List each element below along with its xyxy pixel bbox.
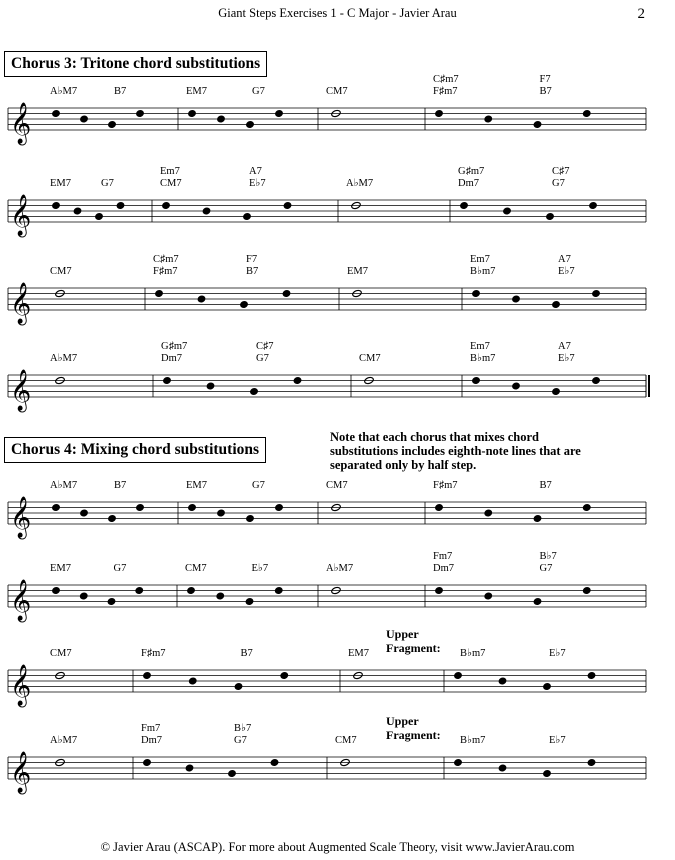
staff-system [8, 341, 649, 412]
chord-symbol: E♭7 [549, 735, 566, 746]
chord-symbol: CM7 [326, 86, 348, 97]
treble-clef-icon: 𝄞 [10, 195, 32, 236]
note-head [163, 377, 171, 385]
note-head [589, 202, 597, 210]
note-head [155, 290, 163, 298]
note-head [80, 592, 88, 600]
chord-symbol: E♭7 [558, 266, 575, 277]
note-head [435, 504, 443, 512]
treble-clef-icon: 𝄞 [10, 103, 32, 144]
chord-symbol: A7 [558, 341, 571, 352]
note-head [533, 121, 541, 129]
chord-symbol: F♯m7 [153, 266, 178, 277]
copyright-footer: © Javier Arau (ASCAP). For more about Augmented Scale Theory, visit www.JavierArau.com [100, 840, 575, 854]
chord-symbol: EM7 [186, 86, 207, 97]
chord-symbol: EM7 [347, 266, 368, 277]
chord-symbol: A♭M7 [50, 353, 78, 364]
note-head [454, 759, 462, 767]
note-head [188, 504, 196, 512]
note-head [503, 207, 511, 215]
chord-symbol: C♯7 [256, 341, 274, 352]
note-head [275, 587, 283, 595]
chord-symbol: B♭m7 [460, 735, 486, 746]
note-head [512, 295, 520, 303]
chord-symbol: B♭7 [539, 551, 557, 562]
treble-clef-icon: 𝄞 [10, 580, 32, 621]
chord-symbol: E♭7 [558, 353, 575, 364]
note-head [108, 121, 116, 129]
note-head [206, 382, 214, 390]
staff-system [8, 627, 646, 707]
chord-symbol: E♭7 [251, 563, 269, 574]
page-number: 2 [637, 6, 645, 22]
chord-symbol: A♭M7 [50, 480, 78, 491]
chord-symbol: F7 [246, 254, 258, 265]
chord-symbol: Em7 [160, 166, 180, 177]
note-head [583, 504, 591, 512]
note-head [533, 515, 541, 523]
note-head [189, 677, 197, 685]
chord-symbol: B♭m7 [470, 266, 496, 277]
chord-symbol: B7 [539, 480, 552, 491]
chord-symbol: CM7 [326, 480, 348, 491]
chord-symbol: F7 [539, 74, 551, 85]
note-head [552, 388, 560, 396]
note-head [592, 290, 600, 298]
chord-symbol: Fm7 [141, 723, 161, 734]
note-head [498, 764, 506, 772]
note-head [280, 672, 288, 680]
chord-symbol: G7 [539, 563, 553, 574]
chorus-3-title: Chorus 3: Tritone chord substitutions [4, 51, 267, 77]
staff-system [8, 166, 646, 237]
staff-system [8, 714, 646, 794]
note-head [246, 515, 254, 523]
note-head [143, 759, 151, 767]
chord-symbol: G7 [252, 86, 265, 97]
note-head [583, 587, 591, 595]
treble-clef-icon: 𝄞 [10, 283, 32, 324]
treble-clef-icon: 𝄞 [10, 497, 32, 538]
note-head [283, 202, 291, 210]
chord-symbol: F♯m7 [433, 86, 458, 97]
note-head [587, 672, 595, 680]
chord-symbol: CM7 [50, 266, 72, 277]
chord-symbol: B♭m7 [460, 648, 486, 659]
chord-symbol: G♯m7 [161, 341, 188, 352]
chord-symbol: EM7 [348, 648, 369, 659]
chord-symbol: B7 [240, 648, 253, 659]
chord-symbol: EM7 [186, 480, 207, 491]
note-head [543, 770, 551, 778]
treble-clef-icon: 𝄞 [10, 752, 32, 793]
chord-symbol: B7 [114, 86, 127, 97]
chord-symbol: Dm7 [141, 735, 162, 746]
note-head [282, 290, 290, 298]
chord-symbol: F♯m7 [141, 648, 166, 659]
chord-symbol: G7 [234, 735, 247, 746]
note-head [484, 115, 492, 123]
chord-symbol: A7 [249, 166, 262, 177]
chord-symbol: B7 [246, 266, 259, 277]
chord-symbol: B♭7 [234, 723, 252, 734]
note-head [275, 504, 283, 512]
staff-system [8, 254, 646, 325]
staff-system [8, 480, 646, 539]
note-head [52, 110, 60, 118]
note-head [454, 672, 462, 680]
note-head [107, 598, 115, 606]
chord-symbol: A7 [558, 254, 571, 265]
note-head [583, 110, 591, 118]
chord-symbol: G7 [552, 178, 565, 189]
chord-symbol: G♯m7 [458, 166, 485, 177]
chord-symbol: CM7 [335, 735, 357, 746]
note-head [217, 509, 225, 517]
chord-symbol: B♭m7 [470, 353, 496, 364]
note-head [73, 207, 81, 215]
note-head [552, 301, 560, 309]
note-head [460, 202, 468, 210]
note-head [546, 213, 554, 221]
chord-symbol: G7 [256, 353, 269, 364]
note-head [234, 683, 242, 691]
chord-symbol: C♯m7 [153, 254, 179, 265]
treble-clef-icon: 𝄞 [10, 370, 32, 411]
chord-symbol: E♭7 [549, 648, 566, 659]
treble-clef-icon: 𝄞 [10, 665, 32, 706]
note-head [135, 587, 143, 595]
note-head [80, 509, 88, 517]
chord-symbol: Em7 [470, 341, 490, 352]
chord-symbol: Dm7 [458, 178, 479, 189]
note-head [435, 110, 443, 118]
note-head [202, 207, 210, 215]
page-title: Giant Steps Exercises 1 - C Major - Javier Arau [218, 6, 457, 20]
note-head [240, 301, 248, 309]
note-head [95, 213, 103, 221]
note-head [512, 382, 520, 390]
note-head [472, 290, 480, 298]
note-head [293, 377, 301, 385]
chord-symbol: A♭M7 [346, 178, 374, 189]
staff-system [8, 74, 646, 145]
note-head [472, 377, 480, 385]
chord-symbol: B7 [114, 480, 127, 491]
chord-symbol: A♭M7 [50, 735, 78, 746]
chord-symbol: EM7 [50, 178, 71, 189]
note-head [246, 121, 254, 129]
note-head [250, 388, 258, 396]
chord-symbol: EM7 [50, 563, 71, 574]
note-head [187, 587, 195, 595]
note-head [484, 509, 492, 517]
chord-symbol: G7 [113, 563, 127, 574]
note-head [136, 110, 144, 118]
chord-symbol: A♭M7 [50, 86, 78, 97]
upper-fragment-label: Fragment: [386, 641, 441, 655]
note-head [216, 592, 224, 600]
chord-symbol: C♯7 [552, 166, 570, 177]
chorus-4-note: Note that each chorus that mixes chord substitutions includes eighth-note lines that are separated only by half step. [330, 430, 581, 472]
note-head [587, 759, 595, 767]
note-head [52, 202, 60, 210]
note-head [435, 587, 443, 595]
note-head [217, 115, 225, 123]
chord-symbol: Dm7 [433, 563, 454, 574]
note-head [52, 587, 60, 595]
chord-symbol: B7 [539, 86, 552, 97]
note-head [275, 110, 283, 118]
note-head [498, 677, 506, 685]
chord-symbol: A♭M7 [326, 563, 354, 574]
chord-symbol: Em7 [470, 254, 490, 265]
note-head [228, 770, 236, 778]
note-head [243, 213, 251, 221]
chord-symbol: G7 [101, 178, 114, 189]
chord-symbol: G7 [252, 480, 265, 491]
chord-symbol: Dm7 [161, 353, 182, 364]
chord-symbol: C♯m7 [433, 74, 459, 85]
upper-fragment-label: Fragment: [386, 728, 441, 742]
note-head [52, 504, 60, 512]
chord-symbol: CM7 [359, 353, 381, 364]
note-head [162, 202, 170, 210]
note-head [543, 683, 551, 691]
note-head [270, 759, 278, 767]
note-head [533, 598, 541, 606]
note-head [188, 110, 196, 118]
chord-symbol: F♯m7 [433, 480, 458, 491]
note-head [108, 515, 116, 523]
chord-symbol: CM7 [160, 178, 182, 189]
upper-fragment-label: Upper [386, 714, 419, 728]
note-head [245, 598, 253, 606]
chorus-4-title: Chorus 4: Mixing chord substitutions [4, 437, 266, 463]
note-head [136, 504, 144, 512]
note-head [484, 592, 492, 600]
note-head [116, 202, 124, 210]
note-head [592, 377, 600, 385]
chord-symbol: Fm7 [433, 551, 453, 562]
note-head [80, 115, 88, 123]
chord-symbol: E♭7 [249, 178, 266, 189]
note-head [185, 764, 193, 772]
upper-fragment-label: Upper [386, 627, 419, 641]
staff-system [8, 551, 646, 622]
chord-symbol: CM7 [185, 563, 207, 574]
chord-symbol: CM7 [50, 648, 72, 659]
note-head [197, 295, 205, 303]
note-head [143, 672, 151, 680]
